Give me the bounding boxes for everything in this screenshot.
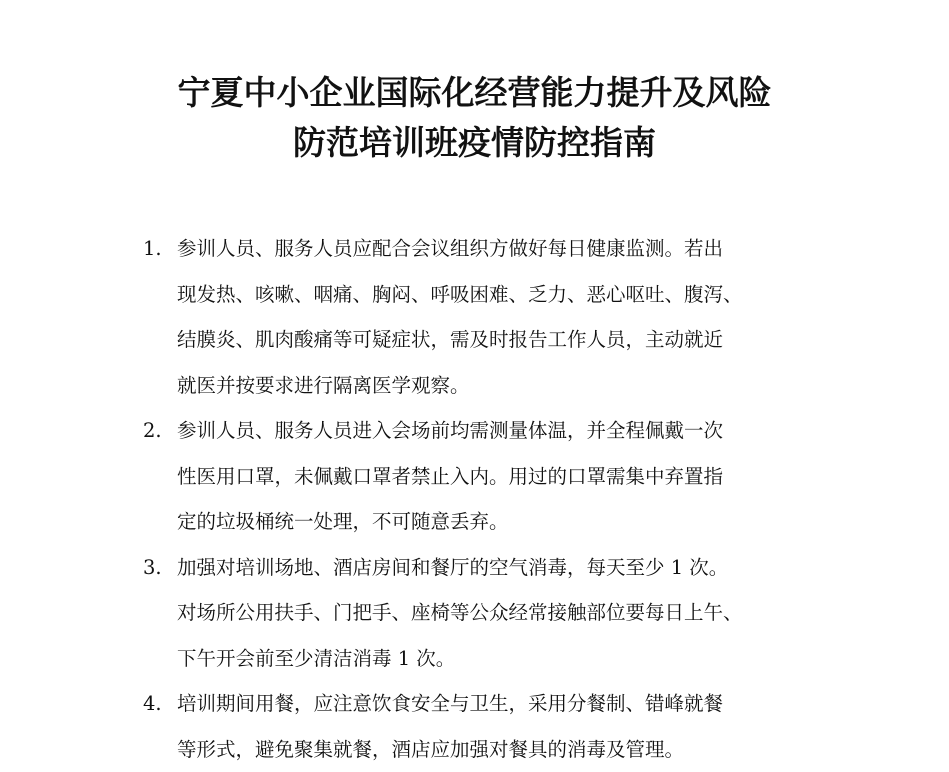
guideline-item-2 bbox=[143, 408, 823, 545]
item-number: 3. bbox=[143, 545, 173, 591]
item-text-line: 就医并按要求进行隔离医学观察。 bbox=[177, 363, 823, 409]
item-text-line: 参训人员、服务人员应配合会议组织方做好每日健康监测。若出 bbox=[177, 226, 823, 272]
item-number: 4. bbox=[143, 681, 173, 727]
item-text-line: 培训期间用餐，应注意饮食安全与卫生，采用分餐制、错峰就餐 bbox=[177, 681, 823, 727]
item-text-line: 对场所公用扶手、门把手、座椅等公众经常接触部位要每日上午、 bbox=[177, 590, 823, 636]
item-text-line: 加强对培训场地、酒店房间和餐厅的空气消毒，每天至少 1 次。 bbox=[177, 545, 823, 591]
guideline-item-1 bbox=[143, 226, 823, 408]
document-title bbox=[0, 68, 949, 168]
item-text-line: 现发热、咳嗽、咽痛、胸闷、呼吸困难、乏力、恶心呕吐、腹泻、 bbox=[177, 272, 823, 318]
item-text-line: 等形式，避免聚集就餐，酒店应加强对餐具的消毒及管理。 bbox=[177, 727, 823, 772]
guideline-item-4 bbox=[143, 681, 823, 772]
item-text-line: 参训人员、服务人员进入会场前均需测量体温，并全程佩戴一次 bbox=[177, 408, 823, 454]
guideline-item-3 bbox=[143, 545, 823, 682]
item-text-line: 定的垃圾桶统一处理，不可随意丢弃。 bbox=[177, 499, 823, 545]
item-number: 1. bbox=[143, 226, 173, 272]
item-text-line: 结膜炎、肌肉酸痛等可疑症状，需及时报告工作人员，主动就近 bbox=[177, 317, 823, 363]
title-line-2: 防范培训班疫情防控指南 bbox=[0, 118, 949, 168]
item-text-line: 下午开会前至少清洁消毒 1 次。 bbox=[177, 636, 823, 682]
guideline-list bbox=[143, 226, 823, 772]
item-text-line: 性医用口罩，未佩戴口罩者禁止入内。用过的口罩需集中弃置指 bbox=[177, 454, 823, 500]
title-line-1: 宁夏中小企业国际化经营能力提升及风险 bbox=[0, 68, 949, 118]
item-number: 2. bbox=[143, 408, 173, 454]
